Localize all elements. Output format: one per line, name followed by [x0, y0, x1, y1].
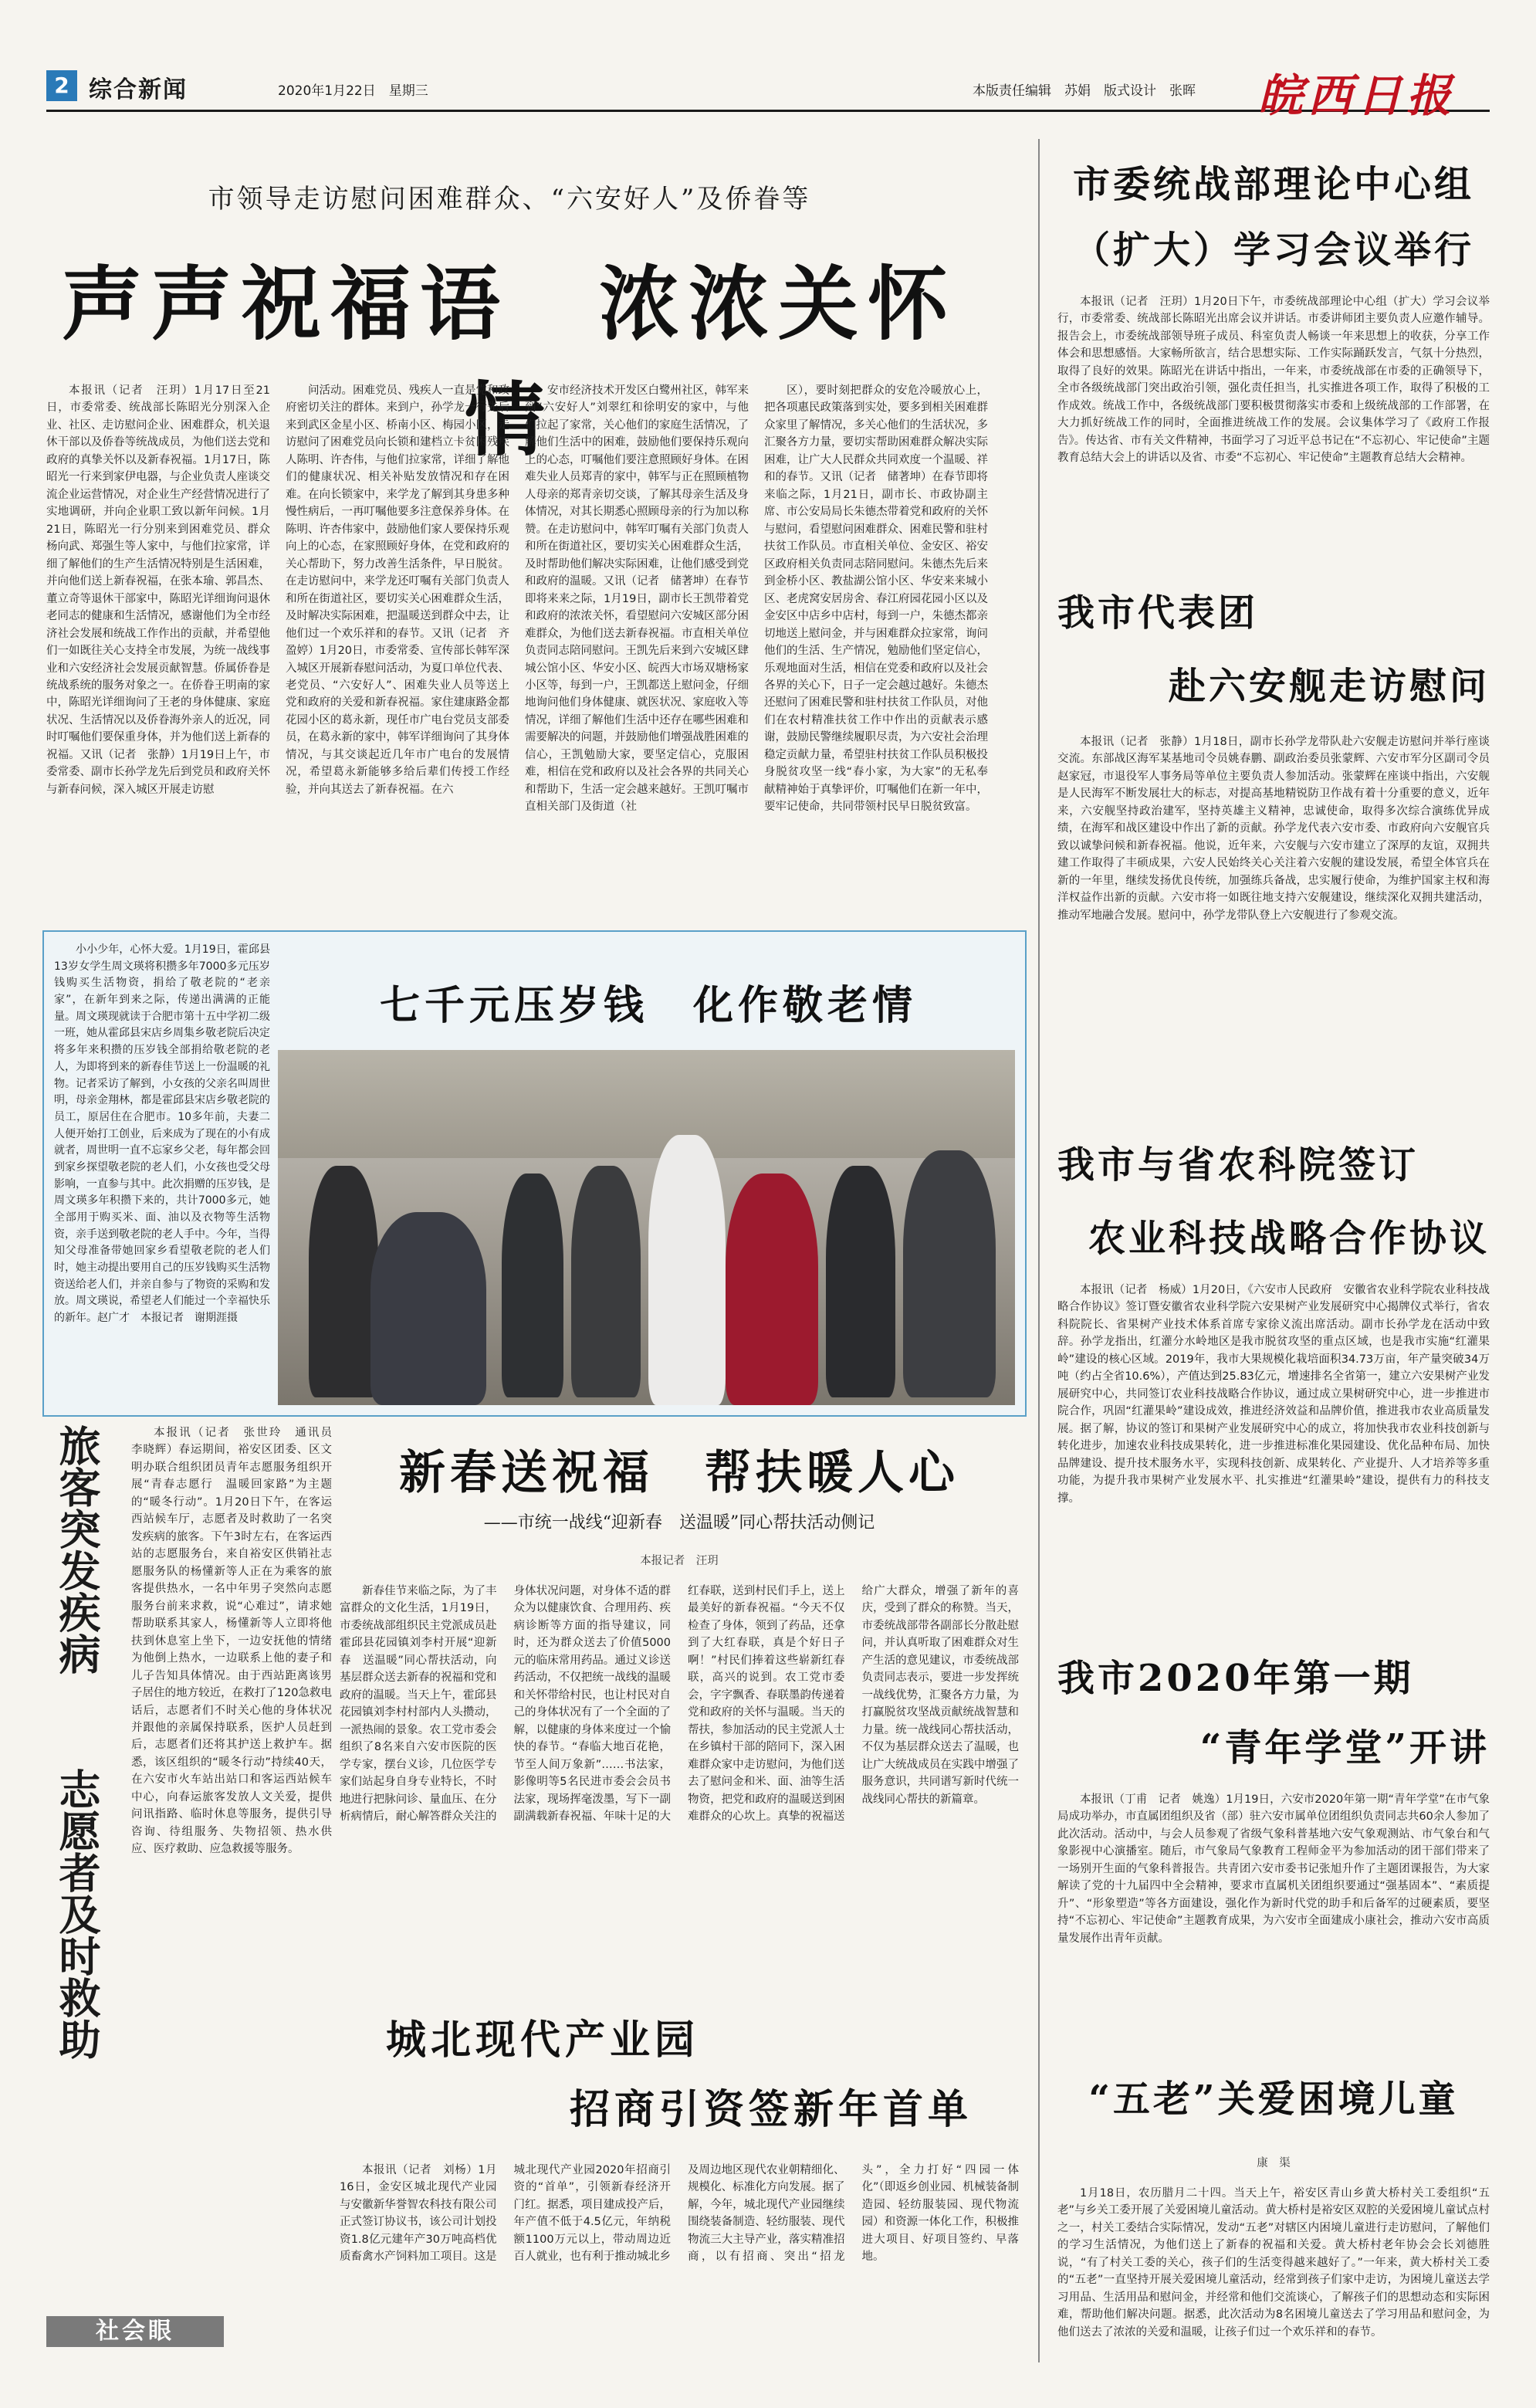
mid-story-text: 新春佳节来临之际，为了丰富群众的文化生活，1月19日，市委统战部组织民主党派成员赴霍邱县花园镇刘李村开展“迎新春 送温暖”同心帮扶活动，向基层群众送去新春的祝福和党和政府的温暖。当天上午，霍邱县花园镇刘李村村部内人头攒动，一派热闹的景象。农工党市委会组织了8名来自六安市医院的医学专家，摆台义诊，几位医学专家们站起身自身专业特长，不时地进行把脉问诊、量血压、在分析病情后，耐心解答群众关注的身体状况问题，对身体不适的群众为以健康饮食、合理用药、疾病诊断等方面的指导建议，同时，还为群众送去了价值5000元的临床常用药品。通过义诊送药活动，不仅把统一战线的温暖和关怀带给村民，也让村民对自己的身体状况有了一个全面的了解，以健康的身体来度过一个愉快的春节。“春临大地百花艳，节至人间万象新”……书法家，影像明等5名民进市委会会员书法家，现场挥毫泼墨，写下一副副满载新春祝福、年味十足的大红春联，送到村民们手上，送上最美好的新春祝福。“今天不仅检查了身体，领到了药品，还拿到了大红春联，真是个好日子啊！”村民们捧着这些崭新红春联，高兴的说到。农工党市委会，字字飘香、春联墨韵传递着党和政府的关怀与温暖。当天的帮扶，参加活动的民主党派人士在乡镇村干部的陪同下，深入困难群众家中走访慰问，为他们送去了慰问金和米、面、油等生活物资，把党和政府的温暖送到困难群众的心坎上。真挚的祝福送给广大群众，增强了新年的喜庆，受到了群众的称赞。当天，市委统战部带各副部长分散赴慰问，并认真听取了困难群众对生产生活的意见建议，市委统战部负责同志表示，要进一步发挥统一战线优势，汇聚各方力量，为打赢脱贫攻坚战贡献统战智慧和力量。统一战线同心帮扶活动，不仅为基层群众送去了温暖，也让广大统战成员在实践中增强了服务意识，共同谱写新时代统一战线同心帮扶的新篇章。 — [340, 1585, 1019, 1824]
side-story-body: 本报讯（记者 张世玲 通讯员 李晓辉）春运期间，裕安区团委、区文明办联合组织团员青年志愿服务组织开展“青春志愿行 温暖回家路”为主题的“暖冬行动”。1月20日下午，在客运西站候车厅，志愿者及时救助了一名突发疾病的旅客。下午3时左右，在客运西站的志愿服务台，来自裕安区供销社志愿服务队的杨懂新等人正在为乘客的旅客提供热水，一名中年男子突然向志愿服务台前来求救，说“心难过”，请求她帮助联系其家人，杨懂新等人立即将他扶到休息室上坐下，一边安抚他的情绪为他倒上热水，一边联系上他的妻子和儿子告知具体情况。由于西站距离该男子居住的地方较近，在救打了120急救电话后，志愿者们不时关心他的身体状况并跟他的亲属保持联系，医护人员赶到后，志愿者们还将其护送上救护车。据悉，该区组织的“暖冬行动”持续40天，在六安市火车站出站口和客运西站候车中心，向春运旅客发放人文关爱，提供问讯指路、临时休息等服务，提供引导咨询、待组服务、失物招领、热水供应、医疗救助、应急救援等服务。 — [131, 1427, 343, 1856]
right-headline-2a: 我市代表团 — [1057, 591, 1259, 635]
right-headline-4b: “青年学堂”开讲 — [1199, 1726, 1490, 1770]
right-story-3-text: 本报讯（记者 杨威）1月20日，《六安市人民政府 安徽省农业科学院农业科技战略合作协议》签订暨安徽省农业科学院六安果树产业发展研究中心揭牌仪式举行，省农科院院长、省果树产业技术体系首席专家徐义流出席活动。副市长孙学龙在活动中致辞。孙学龙指出，红灌分水岭地区是我市脱贫攻坚的重点区域，也是我市实施“红灌果岭”建设的核心区域。2019年，我市大果规模化栽培面积34.73万亩，年产量突破34万吨（约占全省10.6%），产值达到25.83亿元，增速排名全省第一，建立六安果树产业发展研究中心，共同签订农业科技战略合作协议，通过成立果树研究中心，进一步推进市院合作，巩固“红灌果岭”建设成效，推进经济效益和品牌价值，推进我市农业高质量发展。据了解，协议的签订和果树产业发展研究中心的成立，将加快我市农业科技创新与转化进步，加速农业科技成果转化，进一步推进标准化果园建设、优化品种布局、加快品牌建设、提升技术服务水平，实现科技创新、成果转化、产业提升、人才培养等多重功能，为提升我市果树产业发展水平、扎实推进“红灌果岭”建设，提供有力的科技支撑。 — [1057, 1284, 1490, 1505]
lead-headline: 声声祝福语 浓浓关怀情 — [61, 256, 957, 467]
side-story-text — [131, 1424, 343, 2289]
lead-kicker: 市领导走访慰问困难群众、“六安好人”及侨眷等 — [208, 184, 811, 215]
right-headline-2b: 赴六安舰走访慰问 — [1168, 665, 1490, 708]
right-story-1 — [1057, 293, 1490, 556]
feature-text: 小小少年，心怀大爱。1月19日，霍邱县13岁女学生周文瑛将积攒多年7000多元压岁钱购买生活物资，捐给了敬老院的“老亲家”，在新年到来之际，传递出满满的正能量。周文瑛现就读于合肥市第十五中学初二级一班，她从霍邱县宋店乡周集乡敬老院后决定将多年来积攒的压岁钱全部捐给敬老院的老人，为即将到来的新春佳节送上一份温暖的礼物。记者采访了解到，小女孩的父亲名叫周世明，母亲金翔林，都是霍邱县宋店乡敬老院的员工，原居住在合肥市。10多年前，夫妻二人便开始打工创业，后来成为了现在的小有成就者，周世明一直不忘家乡父老，每年都会回到家乡探望敬老院的老人们，小女孩也受父母影响，一直参与其中。此次捐赠的压岁钱，是周文瑛多年积攒下来的，共计7000多元，她全部用于购买米、面、油以及衣物等生活物资，亲手送到敬老院的老人手中。今年，当得知父母准备带她回家乡看望敬老院的老人们时，她主动提出要用自己的压岁钱购买生活物资送给老人们，并亲自参与了物资的采购和发放。周文瑛说，希望老人们能过一个幸福快乐的新年。赵广才 本报记者 谢期涯摄 — [54, 943, 270, 1325]
lead-column-3 — [525, 382, 749, 930]
right-headline-3a: 我市与省农科院签订 — [1057, 1143, 1419, 1187]
lead-text-4: 区），要时刻把群众的安危冷暖放心上，把各项惠民政策落到实处，要多到相关困难群众家里了解情况，多关心他们的生活状况，多汇聚各方力量，要切实帮助困难群众解决实际困难，让广大人民群众共同欢度一个温暖、祥和的春节。又讯（记者 储著坤）在春节即将来临之际，1月21日，副市长、市政协副主席、市公安局局长朱德杰带着党和政府的关怀与慰问，看望慰问困难群众、困难民警和驻村扶贫工作队员。市直相关单位、金安区、裕安区政府相关负责同志陪同慰问。朱德杰先后来到金桥小区、教盐湖公馆小区、华安来来城小区、老虎窝安居房舍、春江府园花园小区以及金安区中店乡中店村，每到一户，朱德杰都亲切地送上慰问金，并与困难群众拉家常，询问他们的生活、生产情况，勉励他们坚定信心，乐观地面对生活，相信在党委和政府以及社会各界的关心下，日子一定会越过越好。朱德杰还慰问了困难民警和驻村扶贫工作队员，对他们在农村精准扶贫工作中作出的贡献表示感谢，鼓励民警继续履职尽责，为六安社会治理稳定贡献力量，希望驻村扶贫工作队员积极投身脱贫攻坚一线“春小家，为大家”的无私奉献精神始于真挚评价，叮嘱他们在新一年中，要牢记使命，共同带领村民早日脱贫致富。 — [764, 384, 988, 814]
lead-text-2: 问活动。困难党员、残疾人一直是党和政府密切关注的群体。来到户，孙学龙一行先后来到武区金星小区、桥南小区、梅园小区，走访慰问了困难党员向长锁和建档立卡贫困残疾人陈明、许杏伟，与他们拉家常，详细了解他们的健康状况、相关补贴发放情况和存在困难。在向长锁家中，来学龙了解到其身患多种慢性病后，一再叮嘱他要多注意保养身体。在陈明、许杏伟家中，鼓励他们家人要保持乐观向上的心态，在家照顾好身体，在党和政府的关心帮助下，努力改善生活条件，早日脱贫。在走访慰问中，来学龙还叮嘱有关部门负责人和所在街道社区，要切实关心困难群众生活，及时解决实际困难，把温暖送到群众中去，让他们过一个欢乐祥和的春节。又讯（记者 齐盈婷）1月20日，市委常委、宣传部长韩军深入城区开展新春慰问活动，为夏口单位代表、老党员、“六安好人”、困难失业人员等送上党和政府的关爱和新春祝福。家住建康路金都花园小区的葛永新，现任市广电台党员支部委员，在葛永新的家中，韩军详细询问了其身体情况，与其交谈起近几年市广电台的发展情况，希望葛永新能够多给后辈们传授工作经验，并向其送去了新春祝福。在六 — [286, 384, 509, 796]
side-story-title-1: 旅客突发疾病 — [52, 1424, 102, 1675]
photo-elder-red-coat — [726, 1174, 818, 1405]
mid-byline: 本报记者 汪玥 — [640, 1555, 719, 1567]
bottom-story-text: 本报讯（记者 刘杨）1月16日，金安区城北现代产业园与安徽新华誉智农科技有限公司正式签订协议书，该公司计划投资1.8亿元建年产30万吨高档优质畜禽水产饲料加工项目。这是城北现代产业园2020年招商引资的“首单”，引领新春经济开门红。据悉，项目建成投产后，年产值不低于4.5亿元，年纳税额1100万元以上，带动周边近百人就业，也有利于推动城北乡及周边地区现代农业朝精细化、规模化、标准化方向发展。据了解，今年，城北现代产业园继续围绕装备制造、轻纺服装、现代物流三大主导产业，落实精准招商，以有招商、突出“招龙头”，全力打好“四园一体化”（即返乡创业园、机械装备制造园、轻纺服装园、现代物流园）和资源一体化工作，积极推进大项目、好项目签约、早落地。 — [340, 2164, 1019, 2264]
right-story-2-text: 本报讯（记者 张静）1月18日，副市长孙学龙带队赴六安舰走访慰问并举行座谈交流。东部战区海军某基地司令员姚春鹏、副政治委员张蒙辉、六安市军分区副司令员赵家冠，市退役军人事务局等单位主要负责人参加活动。张蒙辉在座谈中指出，六安舰是人民海军不断发展壮大的标志，对提高基地精锐防卫作战有着十分重要的意义，近年来，六安舰坚持政治建军，坚持英雄主义精神，忠诚使命，取得多次综合演练优异成绩，在海军和战区建设中作出了新的贡献。孙学龙代表六安市委、市政府向六安舰官兵致以诚挚问候和新春祝福。他说，近年来，六安舰与六安市建立了深厚的友谊，双拥共建工作取得了丰硕成果，六安人民始终关心关注着六安舰的建设发展，希望全体官兵在新的一年里，继续发扬优良传统，加强练兵备战，忠实履行使命，为维护国家主权和海洋权益作出新的贡献。六安市将一如既往地支持六安舰建设，继续深化双拥共建活动，推动军地融合发展。慰问中，孙学龙带队登上六安舰进行了参观交流。 — [1057, 736, 1490, 922]
lead-column-4 — [764, 382, 988, 930]
bottom-headline-2: 招商引资签新年首单 — [569, 2086, 973, 2133]
photo-person — [502, 1174, 563, 1397]
feature-photo — [278, 1050, 1015, 1405]
masthead-logo: 皖西日报 — [1258, 69, 1456, 122]
right-story-3 — [1057, 1282, 1490, 1621]
right-headline-3b: 农业科技战略合作协议 — [1088, 1217, 1490, 1260]
column-divider — [1038, 139, 1040, 2362]
photo-person — [309, 1166, 378, 1397]
photo-person — [571, 1166, 641, 1397]
lead-text-1: 本报讯（记者 汪玥）1月17日至21日，市委常委、统战部长陈昭光分别深入企业、社区、走访慰问企业、困难群众，机关退休干部以及侨眷等统战成员，为他们送去党和政府的真挚关怀以及新春祝福。1月17日，陈昭光一行来到家伊电器，与企业负责人座谈交流企业运营情况，对企业生产经营情况进行了实地调研，并向企业职工致以新年问候。1月21日，陈昭光一行分别来到困难党员、群众杨向武、郑强生等人家中，与他们拉家常，详细了解他们的生产生活情况特别是生活困难，并向他们送上新春祝福，在张本瑜、郭昌杰、董立奇等退休干部家中，陈昭光详细询问退休老同志的健康和生活情况，感谢他们为全市经济社会发展和统战工作作出的贡献，并希望他们一如既往关心支持全市发展，为统一战线事业和六安经济社会发展贡献智慧。侨属侨眷是统战系统的服务对象之一。在侨眷王明南的家中，陈昭光详细询问了王老的身体健康、家庭状况、生活情况以及侨眷海外亲人的近况，同时叮嘱他们要保重身体，并为他们送上新春的祝福。又讯（记者 张静）1月19日上午，市委常委、副市长孙学龙先后到党员和政府关怀与新春问候，深入城区开展走访慰 — [46, 384, 270, 796]
mid-story-body — [340, 1583, 1019, 1969]
photo-background-wall — [278, 1050, 1015, 1158]
mid-headline: 新春送祝福 帮扶暖人心 — [399, 1446, 959, 1500]
column-label: 社会眼 — [46, 2316, 224, 2347]
photo-wheelchair-man — [370, 1212, 486, 1405]
right-headline-5: “五老”关爱困境儿童 — [1088, 2078, 1459, 2121]
bottom-headline-1: 城北现代产业园 — [386, 2017, 700, 2064]
lead-text-3: 安市经济技术开发区白鹭州社区，韩军来到“六安好人”刘翠红和徐明安的家中，与他们拉起了家常，关心他们的家庭生活情况，了解他们生活中的困难，鼓励他们要保持乐观向上的心态，叮嘱他们要注意照顾好身体。在困难失业人员郑青的家中，韩军与正在照顾植物人母亲的郑青亲切交谈，了解其母亲生活及身体情况，对其长期悉心照顾母亲的行为加以称赞。在走访慰问中，韩军叮嘱有关部门负责人和所在街道社区，要切实关心困难群众生活，及时帮助他们解决实际困难，让他们感受到党和政府的温暖。又讯（记者 储著坤）在春节即将来来之际，1月19日，副市长王凯带着党和政府的浓浓关怀，看望慰问六安城区部分困难群众，为他们送去新春祝福。市直相关单位负责同志陪同慰问。王凯先后来到六安城区肆城公馆小区、华安小区、皖西大市场双塘杨家小区等，每到一户，王凯都送上慰问金，仔细地询问他们身体健康、就医状况、家庭收入等情况，详细了解他们生活中还存在哪些困难和需要解决的问题，并鼓励他们增强战胜困难的信心，王凯勉励大家，要坚定信心，克服困难，相信在党和政府以及社会各界的共同关心和帮助下，生活一定会越来越好。王凯叮嘱市直相关部门及街道（社 — [525, 384, 749, 814]
photo-person — [903, 1150, 996, 1397]
right-story-4-text: 本报讯（丁甫 记者 姚逸）1月19日，六安市2020年第一期“青年学堂”在市气象局成功举办，市直属团组织及省（部）驻六安市属单位团组织负责同志共60余人参加了此次活动。活动中，与会人员参观了省级气象科普基地六安气象观测站、市气象台和气象影视中心演播室。随后，市气象局气象教育工程师金平为参加活动的团干部们带来了一场别开生面的气象科普报告。共青团六安市委书记张旭升作了主题团课报告，为大家解读了党的十九届四中全会精神，要求市直属机关团组织要通过“强基固本”、“素质提升”、“形象塑造”等各方面建设，强化作为新时代党的助手和后备军的过硬素质，要坚持“不忘初心、牢记使命”主题教育成果，为六安市全面建成小康社会，推动六安市高质量发展作出青年贡献。 — [1057, 1793, 1490, 1945]
right-story-1-text: 本报讯（记者 汪玥）1月20日下午，市委统战部理论中心组（扩大）学习会议举行，市委常委、统战部长陈昭光出席会议并讲话。市委讲师团主要负责人应邀作辅导。报告会上，市委统战部领导班子成员、科室负责人畅谈一年来思想上的收获，分享工作体会和思想感悟。大家畅所欲言，结合思想实际、工作实际踊跃发言，气氛十分热烈，取得了良好的效果。陈昭光在讲话中指出，一年来，市委统战部在市委的正确领导下，全市各级统战部门突出政治引领，强化责任担当，扎实推进各项工作，取得了积极的工作成效。统战工作中，各级统战部门要积极贯彻落实市委和上级统战部的工作部署，在大力抓好统战工作的同时，全面推进统战工作的发展。会议集体学习了《政府工作报告》。传达省、市有关文件精神，书面学习了习近平总书记在“不忘初心、牢记使命”主题教育总结大会上的讲话以及省、市委“不忘初心、牢记使命”主题教育总结大会精神。 — [1057, 296, 1490, 465]
page-header — [46, 66, 1490, 122]
lead-column-1 — [46, 382, 270, 930]
bottom-story-body — [340, 2162, 1019, 2370]
page-number: 2 — [46, 70, 77, 101]
right-story-2 — [1057, 733, 1490, 1073]
feature-headline: 七千元压岁钱 化作敬老情 — [379, 982, 917, 1029]
lead-column-2 — [286, 382, 509, 930]
right-story-5-byline: 康 渠 — [1257, 2157, 1291, 2169]
section-title: 综合新闻 — [89, 76, 188, 103]
feature-side-text — [54, 942, 270, 1405]
editor-credits: 本版责任编辑 苏娟 版式设计 张晖 — [973, 83, 1196, 99]
mid-subhead: ——市统一战线“迎新春 送温暖”同心帮扶活动侧记 — [483, 1513, 875, 1533]
right-story-4 — [1057, 1791, 1490, 2030]
issue-date: 2020年1月22日 星期三 — [278, 83, 428, 99]
right-headline-4a: 我市2020年第一期 — [1057, 1657, 1414, 1700]
right-headline-1a: 市委统战部理论中心组 — [1072, 163, 1474, 206]
right-headline-1b: （扩大）学习会议举行 — [1072, 229, 1474, 272]
photo-person — [826, 1166, 895, 1397]
photo-girl-white-coat — [648, 1135, 726, 1405]
right-story-5-text: 1月18日，农历腊月二十四。当天上午，裕安区青山乡黄大桥村关工委组织“五老”与乡关工委开展了关爱困境儿童活动。黄大桥村是裕安区双腔的关爱困境儿童试点村之一，村关工委结合实际情况，发动“五老”对辖区内困境儿童进行走访慰问，了解他们的学习生活情况，为他们送上了新春的祝福和关爱。黄大桥村老年协会会长刘德胜说，“有了村关工委的关心，孩子们的生活变得越来越好了。”一年来，黄大桥村关工委的“五老”一直坚持开展关爱困境儿童活动，经常到孩子们家中走访，为困境儿童送去学习用品、生活用品和慰问金，并经常和他们交流谈心，了解孩子们的思想动态和实际困难，帮助他们解决问题。据悉，此次活动为8名困境儿童送去了学习用品和慰问金，为他们送去了浓浓的关爱和温暖，让孩子们过一个欢乐祥和的春节。 — [1057, 2187, 1490, 2339]
right-story-5 — [1057, 2185, 1490, 2370]
side-story-title-2: 志愿者及时救助 — [52, 1768, 102, 2060]
